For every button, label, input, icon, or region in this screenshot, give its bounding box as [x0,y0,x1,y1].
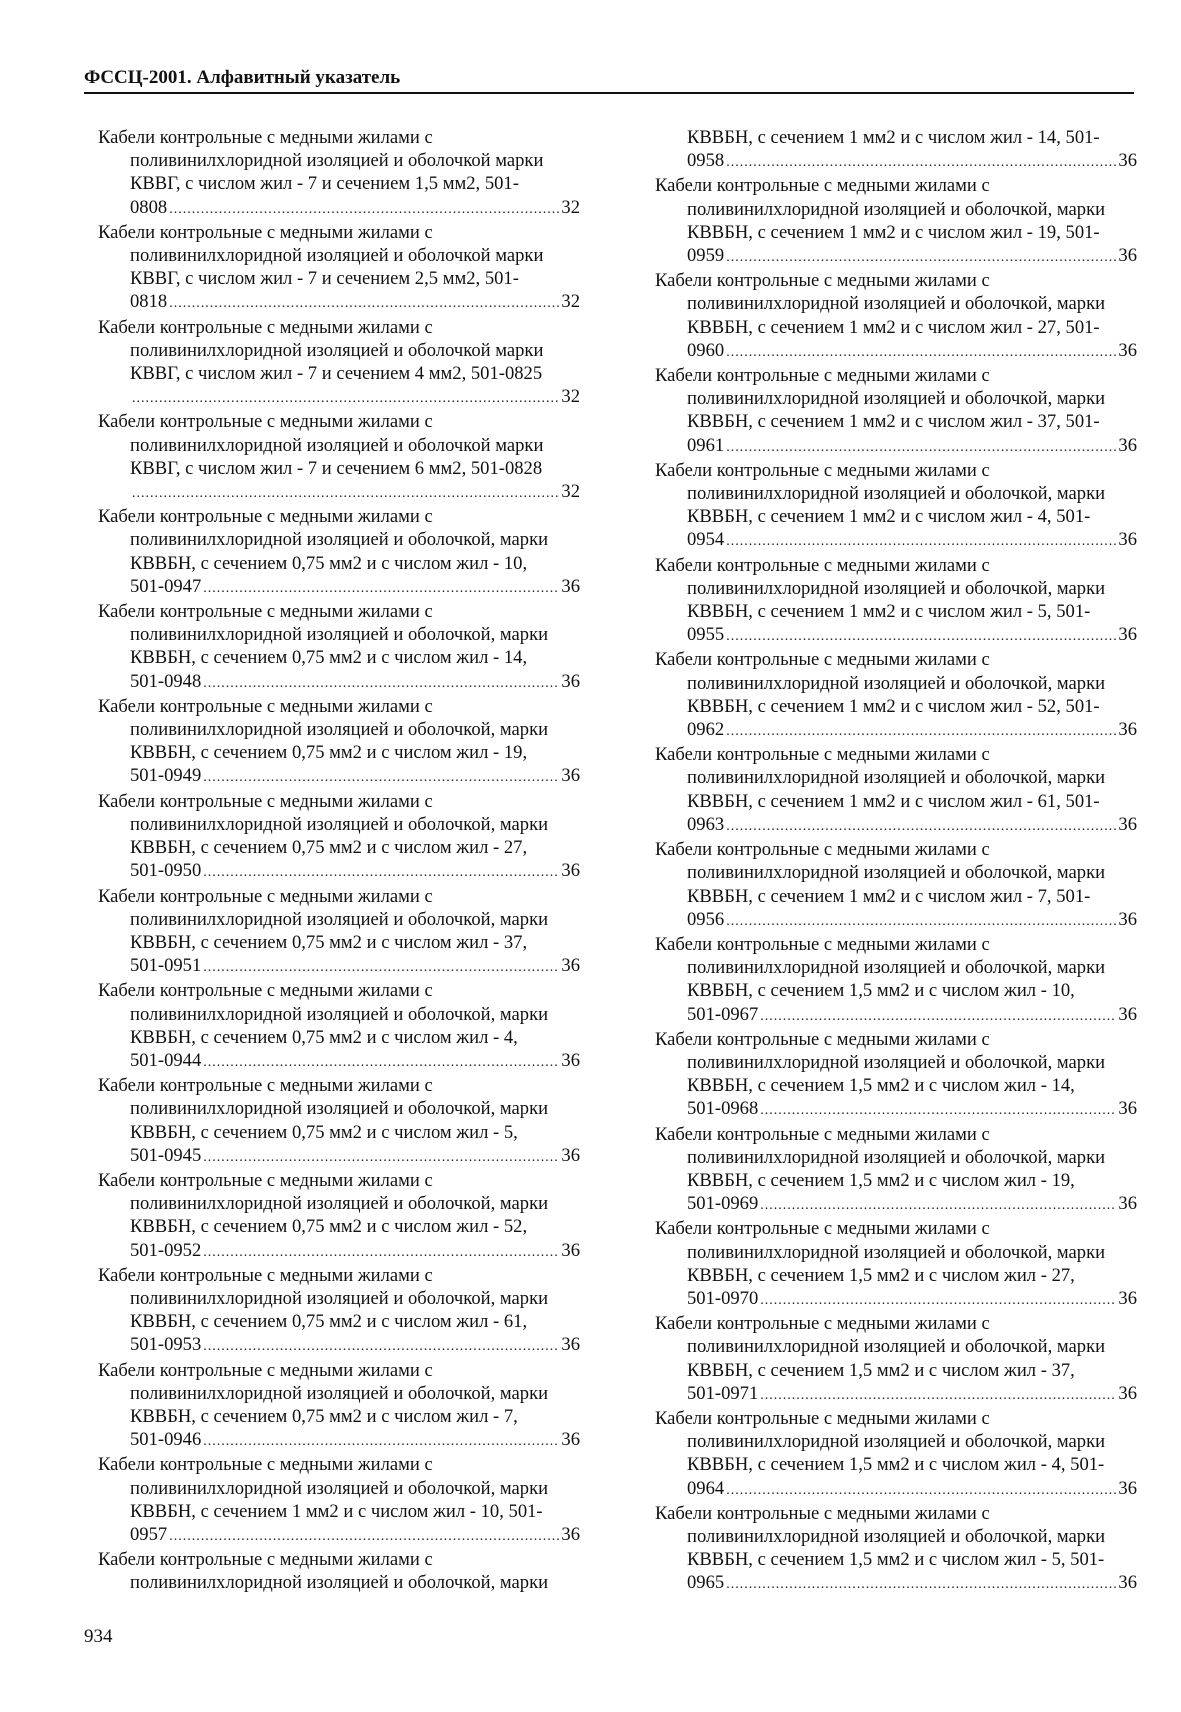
leader-dots [726,436,1116,459]
entry-code: 0956 [687,908,725,930]
entry-page-ref: 32 [561,481,580,503]
entry-page-ref: 32 [561,386,580,408]
entry-text-line: поливинилхлоридной изоляцией и оболочкой, марки [130,1572,549,1594]
entry-last-line [100,290,580,315]
leader-dots [760,1289,1116,1312]
leader-dots [726,910,1116,933]
entry-last-line [657,623,1137,648]
entry-page-ref: 36 [1118,245,1137,267]
leader-dots [132,387,559,410]
entry-code: 501-0969 [687,1193,759,1215]
entry-text-line: КВВБН, с сечением 1,5 мм2 и с числом жил - 27, [687,1264,1075,1286]
entry-text-line: КВВБН, с сечением 0,75 мм2 и с числом жил - 27, [130,837,528,859]
entry-page-ref: 36 [561,1523,580,1545]
entry-page-ref: 36 [561,1239,580,1261]
leader-dots [169,198,559,221]
entry-text-line: поливинилхлоридной изоляцией и оболочкой, марки [687,672,1106,694]
entry-last-line [100,1144,580,1169]
entry-title-line: Кабели контрольные с медными жилами с [98,1264,433,1286]
page-header-title: ФССЦ-2001. Алфавитный указатель [84,67,401,88]
entry-last-line [657,1097,1137,1122]
index-entry [657,269,1137,364]
entry-page-ref: 36 [1118,719,1137,741]
index-entry [100,600,580,695]
entry-page-ref: 36 [1118,1477,1137,1499]
entry-last-line [657,244,1137,269]
entry-text-line: КВВБН, с сечением 0,75 мм2 и с числом жил - 5, [130,1121,518,1143]
entry-last-line [100,764,580,789]
leader-dots [726,151,1116,174]
entry-title-line: Кабели контрольные с медными жилами с [655,1028,990,1050]
index-entry [657,174,1137,269]
index-entry [100,410,580,505]
entry-text-line: поливинилхлоридной изоляцией и оболочкой, марки [687,1146,1106,1168]
entry-page-ref: 36 [1118,813,1137,835]
entry-last-line [657,434,1137,459]
leader-dots [726,720,1116,743]
entry-last-line [100,1239,580,1264]
entry-text-line: поливинилхлоридной изоляцией и оболочкой, марки [130,813,549,835]
entry-last-line [657,1003,1137,1028]
leader-dots [169,292,559,315]
index-entry [100,126,580,221]
entry-title-line: Кабели контрольные с медными жилами с [655,270,990,292]
index-entry [100,885,580,980]
entry-text-line: КВВБН, с сечением 1,5 мм2 и с числом жил - 14, [687,1075,1075,1097]
entry-page-ref: 36 [561,670,580,692]
index-column-right [657,126,1137,1597]
entry-code: 501-0971 [687,1382,759,1404]
entry-page-ref: 36 [561,575,580,597]
leader-dots [760,1384,1116,1407]
entry-page-ref: 36 [561,860,580,882]
entry-code: 0959 [687,245,725,267]
index-column-left [100,126,580,1595]
entry-code: 501-0945 [130,1144,202,1166]
entry-text-line: КВВБН, с сечением 1 мм2 и с числом жил - 61, 501- [687,790,1100,812]
entry-last-line [657,1287,1137,1312]
entry-page-ref: 36 [1118,150,1137,172]
entry-last-line [100,196,580,221]
entry-code: 501-0944 [130,1049,202,1071]
entry-last-line [100,1428,580,1453]
entry-last-line [657,528,1137,553]
entry-title-line: Кабели контрольные с медными жилами с [98,1075,433,1097]
entry-page-ref: 36 [1118,908,1137,930]
leader-dots [169,1525,559,1548]
entry-page-ref: 36 [561,1334,580,1356]
index-entry [100,1169,580,1264]
entry-code: 501-0967 [687,1003,759,1025]
entry-title-line: Кабели контрольные с медными жилами с [655,459,990,481]
entry-code: 0960 [687,339,725,361]
entry-title-line: Кабели контрольные с медными жилами с [98,790,433,812]
entry-code: 0955 [687,624,725,646]
entry-code: 501-0947 [130,575,202,597]
entry-title-line: Кабели контрольные с медными жилами с [98,127,433,148]
entry-code: 0958 [687,150,725,172]
entry-code: 0957 [130,1523,168,1545]
entry-last-line [100,670,580,695]
index-entry [100,221,580,316]
index-entry [657,1217,1137,1312]
leader-dots [726,1479,1116,1502]
index-entry [657,1123,1137,1218]
entry-title-line: Кабели контрольные с медными жилами с [655,933,990,955]
entry-text-line: поливинилхлоридной изоляцией и оболочкой марки [130,150,544,172]
entry-title-line: Кабели контрольные с медными жилами с [655,175,990,197]
leader-dots [203,672,559,695]
entry-text-line: КВВГ, с числом жил - 7 и сечением 4 мм2, 501-0825 [130,363,543,385]
entry-last-line [657,908,1137,933]
entry-text-line: поливинилхлоридной изоляцией и оболочкой марки [130,434,544,456]
entry-page-ref: 36 [561,1429,580,1451]
entry-last-line [657,1382,1137,1407]
leader-dots [726,341,1116,364]
index-entry [100,1074,580,1169]
entry-code: 501-0952 [130,1239,202,1261]
page-header [84,66,1134,94]
entry-text-line: поливинилхлоридной изоляцией и оболочкой, марки [687,577,1106,599]
index-entry [100,790,580,885]
entry-code: 501-0949 [130,765,202,787]
entry-title-line: Кабели контрольные с медными жилами с [98,601,433,623]
entry-text-line: поливинилхлоридной изоляцией и оболочкой, марки [130,529,549,551]
entry-text-line: КВВБН, с сечением 1 мм2 и с числом жил - 19, 501- [687,221,1100,243]
entry-page-ref: 36 [1118,1098,1137,1120]
entry-page-ref: 36 [1118,339,1137,361]
entry-last-line [657,1192,1137,1217]
leader-dots [726,625,1116,648]
leader-dots [726,1573,1116,1596]
entry-page-ref: 36 [561,955,580,977]
entry-page-ref: 36 [561,1049,580,1071]
entry-page-ref: 36 [561,1144,580,1166]
leader-dots [203,861,559,884]
entry-page-ref: 36 [1118,624,1137,646]
entry-code: 501-0951 [130,955,202,977]
entry-text-line: КВВБН, с сечением 1 мм2 и с числом жил - 5, 501- [687,601,1091,623]
index-entry [100,505,580,600]
index-entry [657,126,1137,174]
entry-text-line: поливинилхлоридной изоляцией и оболочкой, марки [130,908,549,930]
entry-last-line [657,1571,1137,1596]
index-entry [100,1359,580,1454]
index-entry [657,459,1137,554]
entry-text-line: КВВБН, с сечением 1 мм2 и с числом жил - 4, 501- [687,506,1091,528]
entry-title-line: Кабели контрольные с медными жилами с [655,1502,990,1524]
entry-title-line: Кабели контрольные с медными жилами с [655,1123,990,1145]
entry-text-line: КВВГ, с числом жил - 7 и сечением 1,5 мм2, 501- [130,173,519,195]
entry-code: 501-0970 [687,1287,759,1309]
leader-dots [760,1005,1116,1028]
entry-text-line: поливинилхлоридной изоляцией и оболочкой, марки [687,767,1106,789]
entry-text-line: поливинилхлоридной изоляцией и оболочкой, марки [687,293,1106,315]
entry-text-line: КВВГ, с числом жил - 7 и сечением 6 мм2, 501-0828 [130,457,543,479]
entry-page-ref: 32 [561,291,580,313]
entry-text-line: КВВБН, с сечением 0,75 мм2 и с числом жил - 10, [130,552,528,574]
entry-text-line: КВВБН, с сечением 1 мм2 и с числом жил - 7, 501- [687,885,1091,907]
index-entry [100,1264,580,1359]
entry-text-line: КВВБН, с сечением 0,75 мм2 и с числом жил - 14, [130,647,528,669]
leader-dots [760,1194,1116,1217]
entry-text-line: КВВБН, с сечением 0,75 мм2 и с числом жил - 61, [130,1311,528,1333]
index-entry [657,1028,1137,1123]
leader-dots [203,956,559,979]
entry-page-ref: 36 [561,765,580,787]
entry-title-line: Кабели контрольные с медными жилами с [98,695,433,717]
index-entry [657,838,1137,933]
entry-text-line: КВВБН, с сечением 1,5 мм2 и с числом жил - 5, 501- [687,1549,1105,1571]
index-entry [657,1312,1137,1407]
entry-text-line: КВВБН, с сечением 1,5 мм2 и с числом жил - 19, [687,1169,1075,1191]
index-entry [100,1548,580,1594]
leader-dots [726,530,1116,553]
entry-text-line: поливинилхлоридной изоляцией и оболочкой, марки [687,1431,1106,1453]
entry-code: 0964 [687,1477,725,1499]
index-entry [100,1453,580,1548]
entry-text-line: поливинилхлоридной изоляцией и оболочкой, марки [687,1336,1106,1358]
index-entry [100,316,580,411]
entry-text-line: КВВБН, с сечением 0,75 мм2 и с числом жил - 19, [130,742,528,764]
entry-text-line: КВВБН, с сечением 1,5 мм2 и с числом жил - 37, [687,1359,1075,1381]
entry-text-line: поливинилхлоридной изоляцией и оболочкой, марки [130,1098,549,1120]
entry-text-line: КВВБН, с сечением 1 мм2 и с числом жил - 37, 501- [687,411,1100,433]
entry-last-line [657,1477,1137,1502]
entry-last-line [100,480,580,505]
leader-dots [203,577,559,600]
entry-title-line: Кабели контрольные с медными жилами с [655,1407,990,1429]
entry-title-line: Кабели контрольные с медными жилами с [98,1549,433,1571]
entry-code: 501-0946 [130,1429,202,1451]
entry-text-line: поливинилхлоридной изоляцией и оболочкой марки [130,339,544,361]
entry-code: 0961 [687,434,725,456]
entry-text-line: КВВБН, с сечением 1 мм2 и с числом жил - 52, 501- [687,695,1100,717]
entry-title-line: Кабели контрольные с медными жилами с [98,980,433,1002]
entry-text-line: КВВБН, с сечением 1,5 мм2 и с числом жил - 10, [687,980,1075,1002]
entry-text-line: поливинилхлоридной изоляцией и оболочкой, марки [130,1193,549,1215]
leader-dots [132,482,559,505]
entry-title-line: Кабели контрольные с медными жилами с [98,221,433,243]
entry-code: 0962 [687,719,725,741]
leader-dots [203,1146,559,1169]
entry-title-line: Кабели контрольные с медными жилами с [655,839,990,861]
leader-dots [726,815,1116,838]
entry-page-ref: 32 [561,196,580,218]
entry-text-line: КВВБН, с сечением 0,75 мм2 и с числом жил - 37, [130,931,528,953]
index-entry [657,364,1137,459]
entry-page-ref: 36 [1118,1572,1137,1594]
entry-code: 501-0953 [130,1334,202,1356]
entry-last-line [100,1523,580,1548]
index-entry [100,979,580,1074]
entry-code: 0963 [687,813,725,835]
entry-page-ref: 36 [1118,434,1137,456]
entry-last-line [657,339,1137,364]
index-entry [657,1502,1137,1597]
entry-last-line [100,575,580,600]
index-entry [100,695,580,790]
entry-page-ref: 36 [1118,529,1137,551]
entry-text-line: поливинилхлоридной изоляцией и оболочкой, марки [130,1382,549,1404]
entry-page-ref: 36 [1118,1003,1137,1025]
entry-title-line: Кабели контрольные с медными жилами с [98,506,433,528]
entry-title-line: Кабели контрольные с медными жилами с [655,365,990,387]
entry-code: 501-0968 [687,1098,759,1120]
index-entry [657,554,1137,649]
page-number: 934 [84,1626,113,1647]
entry-code: 0808 [130,196,168,218]
entry-code: 0954 [687,529,725,551]
entry-title-line: Кабели контрольные с медными жилами с [98,1169,433,1191]
entry-title-line: Кабели контрольные с медными жилами с [98,1359,433,1381]
entry-page-ref: 36 [1118,1193,1137,1215]
entry-text-line: КВВБН, с сечением 0,75 мм2 и с числом жил - 7, [130,1405,518,1427]
entry-code: 501-0948 [130,670,202,692]
entry-last-line [100,1333,580,1358]
index-entry [657,648,1137,743]
index-entry [657,933,1137,1028]
entry-title-line: Кабели контрольные с медными жилами с [98,316,433,338]
entry-text-line: КВВГ, с числом жил - 7 и сечением 2,5 мм2, 501- [130,268,519,290]
entry-last-line [100,954,580,979]
entry-last-line [657,718,1137,743]
leader-dots [203,1335,559,1358]
entry-title-line: Кабели контрольные с медными жилами с [655,744,990,766]
entry-text-line: КВВБН, с сечением 1,5 мм2 и с числом жил - 4, 501- [687,1454,1105,1476]
leader-dots [203,766,559,789]
entry-text-line: поливинилхлоридной изоляцией и оболочкой марки [130,245,544,267]
entry-text-line: КВВБН, с сечением 0,75 мм2 и с числом жил - 4, [130,1026,518,1048]
entry-code: 0818 [130,291,168,313]
entry-title-line: Кабели контрольные с медными жилами с [655,649,990,671]
entry-text-line: поливинилхлоридной изоляцией и оболочкой, марки [130,719,549,741]
entry-text-line: поливинилхлоридной изоляцией и оболочкой, марки [687,388,1106,410]
entry-text-line: поливинилхлоридной изоляцией и оболочкой, марки [687,957,1106,979]
leader-dots [760,1099,1116,1122]
entry-text-line: поливинилхлоридной изоляцией и оболочкой, марки [687,1525,1106,1547]
entry-last-line [100,1049,580,1074]
entry-title-line: Кабели контрольные с медными жилами с [98,885,433,907]
entry-code: 501-0950 [130,860,202,882]
entry-text-line: поливинилхлоридной изоляцией и оболочкой, марки [687,483,1106,505]
index-entry [657,1407,1137,1502]
leader-dots [203,1430,559,1453]
entry-text-line: поливинилхлоридной изоляцией и оболочкой, марки [130,1287,549,1309]
entry-text-line: КВВБН, с сечением 0,75 мм2 и с числом жил - 52, [130,1216,528,1238]
entry-title-line: Кабели контрольные с медными жилами с [655,554,990,576]
entry-text-line: поливинилхлоридной изоляцией и оболочкой, марки [130,1477,549,1499]
entry-code: 0965 [687,1572,725,1594]
entry-last-line [657,813,1137,838]
entry-text-line: поливинилхлоридной изоляцией и оболочкой, марки [687,1241,1106,1263]
entry-text-line: поливинилхлоридной изоляцией и оболочкой, марки [130,1003,549,1025]
entry-text-line: поливинилхлоридной изоляцией и оболочкой, марки [687,862,1106,884]
entry-title-line: Кабели контрольные с медными жилами с [655,1218,990,1240]
entry-text-line: КВВБН, с сечением 1 мм2 и с числом жил - 27, 501- [687,316,1100,338]
leader-dots [726,246,1116,269]
entry-last-line [100,859,580,884]
entry-page-ref: 36 [1118,1382,1137,1404]
entry-text-line: поливинилхлоридной изоляцией и оболочкой, марки [687,1051,1106,1073]
leader-dots [203,1051,559,1074]
entry-title-line: Кабели контрольные с медными жилами с [98,1454,433,1476]
entry-text-line: поливинилхлоридной изоляцией и оболочкой, марки [130,624,549,646]
leader-dots [203,1241,559,1264]
entry-text-line: поливинилхлоридной изоляцией и оболочкой, марки [687,198,1106,220]
entry-page-ref: 36 [1118,1287,1137,1309]
entry-last-line [100,385,580,410]
entry-text-line: КВВБН, с сечением 1 мм2 и с числом жил - 14, 501- [687,127,1100,148]
entry-title-line: Кабели контрольные с медными жилами с [655,1313,990,1335]
index-entry [657,743,1137,838]
entry-text-line: КВВБН, с сечением 1 мм2 и с числом жил - 10, 501- [130,1500,543,1522]
entry-title-line: Кабели контрольные с медными жилами с [98,411,433,433]
entry-last-line [657,149,1137,174]
